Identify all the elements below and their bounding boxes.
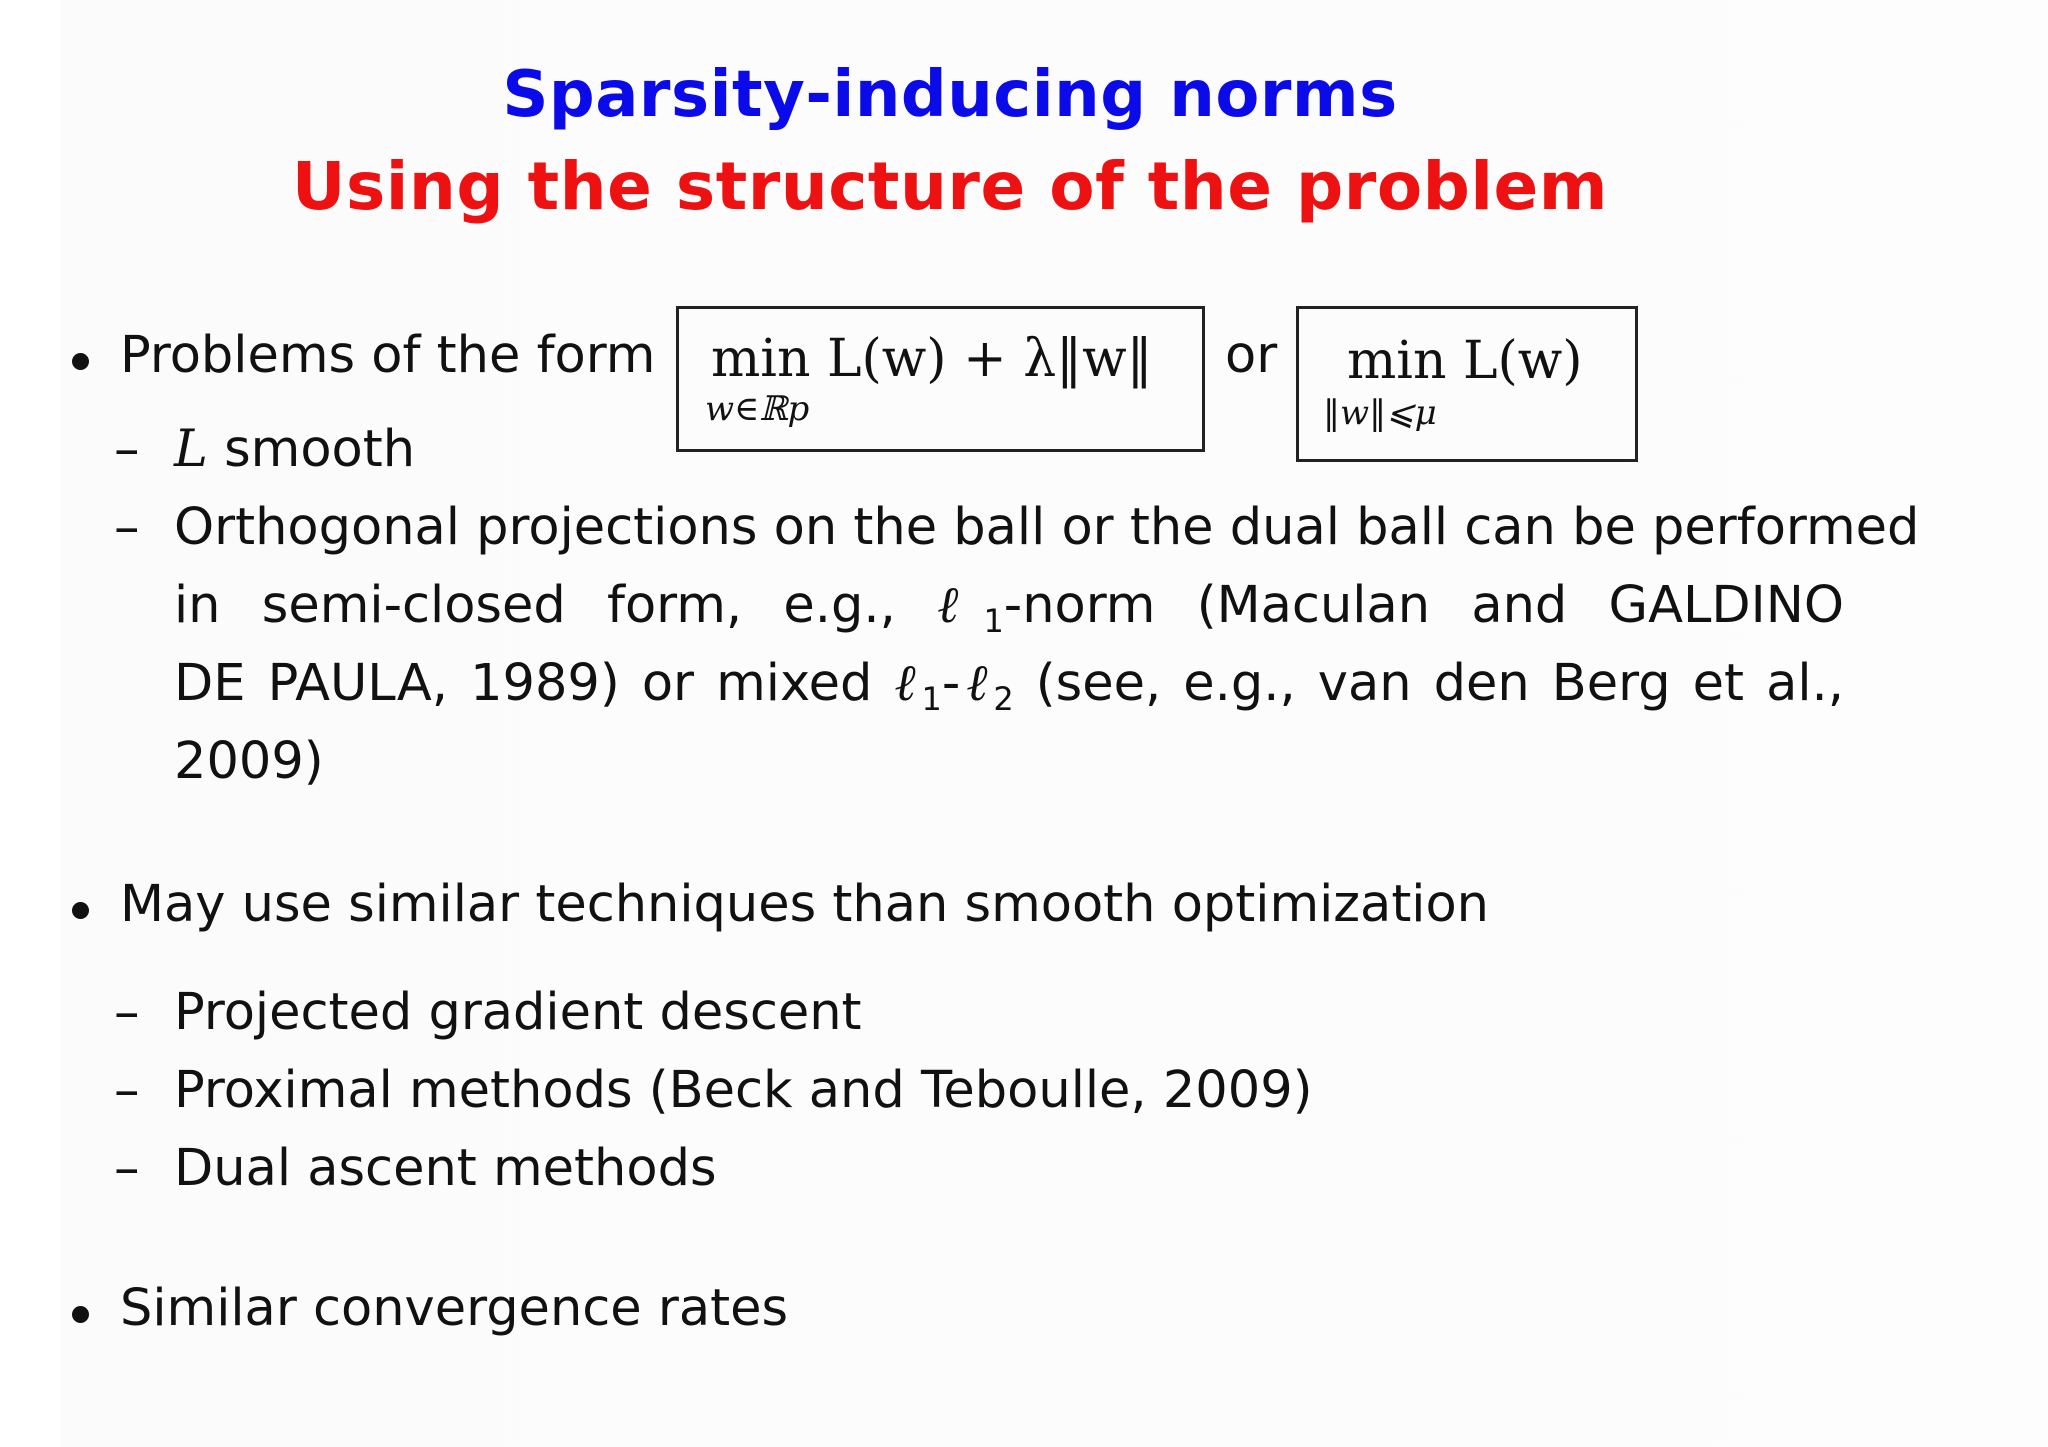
sub-item-projected-gradient: Projected gradient descent xyxy=(174,983,862,1042)
formula-constrained-subscript: ‖w‖⩽μ xyxy=(1323,393,1437,433)
mixed-norm-symbol: ℓ$_1$-ℓ$_2$ xyxy=(894,654,1014,718)
projection-line-1: Orthogonal projections on the ball or the dual ball can be performed xyxy=(174,498,1920,557)
bullet-dot xyxy=(72,353,89,370)
bullet-similar-techniques: May use similar techniques than smooth optimization xyxy=(120,875,1490,934)
projection-line-3 xyxy=(174,654,1844,718)
formula-penalized: min L(w) + λ‖w‖ xyxy=(711,329,1153,389)
dash-marker: – xyxy=(114,1139,140,1198)
formula-connector: or xyxy=(1225,326,1278,385)
slide-subtitle: Using the structure of the problem xyxy=(291,148,1609,225)
projection-line-2-a: in semi-closed form, e.g., xyxy=(174,576,896,635)
sub-item-proximal-methods: Proximal methods (Beck and Teboulle, 2009) xyxy=(174,1061,1313,1120)
projection-line-2-b: -norm (Maculan and GALDINO xyxy=(1003,576,1844,635)
formula-constrained: min L(w) xyxy=(1347,331,1583,391)
bullet-convergence-rates: Similar convergence rates xyxy=(120,1279,789,1338)
dash-marker: – xyxy=(114,420,140,479)
formula-box-penalized xyxy=(676,306,1205,452)
sub-item-dual-ascent: Dual ascent methods xyxy=(174,1139,717,1198)
l1-norm-symbol: ℓ$_1$-norm (Maculan and GALDINO xyxy=(937,576,1844,640)
projection-line-3-b: (see, e.g., van den Berg et al., xyxy=(1035,654,1844,713)
projection-line-2 xyxy=(174,576,1844,640)
bullet-dot xyxy=(72,902,89,919)
dash-marker: – xyxy=(114,1061,140,1120)
dash-marker: – xyxy=(114,983,140,1042)
l-symbol: L xyxy=(174,420,208,479)
bullet-problems-form: Problems of the form xyxy=(120,326,656,385)
formula-box-constrained xyxy=(1296,306,1638,462)
dash-marker: – xyxy=(114,498,140,557)
bullet-dot xyxy=(72,1306,89,1323)
formula-penalized-subscript: w∈ℝp xyxy=(705,389,810,429)
projection-line-3-a: DE PAULA, 1989) or mixed xyxy=(174,654,873,713)
projection-line-4: 2009) xyxy=(174,732,324,791)
smooth-label: smooth xyxy=(224,420,416,479)
sub-item-l-smooth xyxy=(174,420,415,479)
slide-title: Sparsity-inducing norms xyxy=(502,58,1398,132)
